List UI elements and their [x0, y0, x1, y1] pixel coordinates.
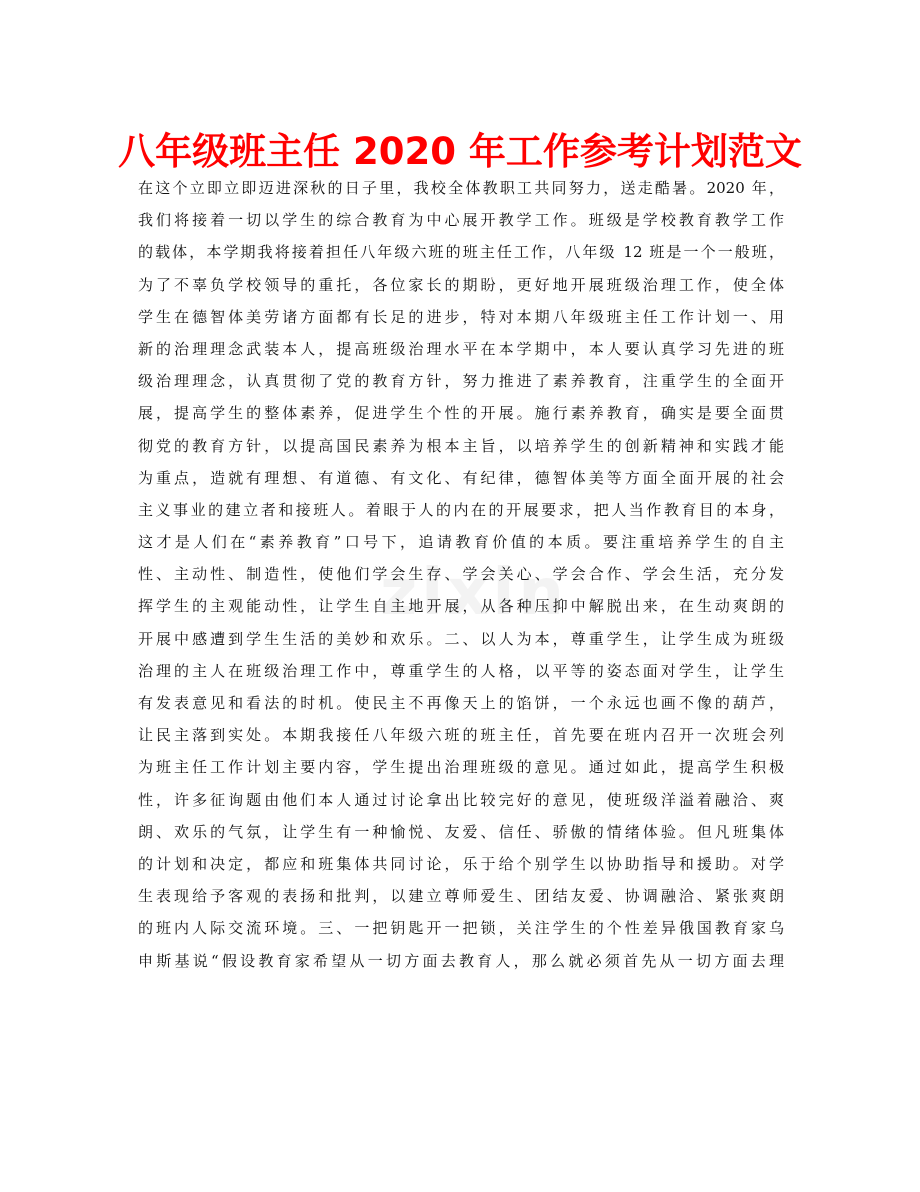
body-line: 在这个立即立即迈进深秋的日子里，我校全体教职工共同努力，送走酷暑。2020 年， [138, 179, 784, 197]
body-line: 有发表意见和看法的时机。使民主不再像天上的馅饼，一个永远也画不像的葫芦， [138, 694, 784, 712]
body-line: 性、主动性、制造性，使他们学会生存、学会关心、学会合作、学会生活，充分发 [138, 565, 784, 584]
body-line: 级治理理念，认真贯彻了党的教育方针，努力推进了素养教育，注重学生的全面开 [138, 372, 784, 391]
body-line: 让民主落到实处。本期我接任八年级六班的班主任，首先要在班内召开一次班会列 [138, 726, 784, 745]
watermark: zixin [380, 556, 568, 630]
body-line: 彻党的教育方针，以提高国民素养为根本主旨，以培养学生的创新精神和实践才能 [138, 436, 784, 455]
body-line: 性，许多征询题由他们本人通过讨论拿出比较完好的意见，使班级洋溢着融洽、爽 [138, 790, 784, 809]
body-line: 我们将接着一切以学生的综合教育为中心展开教学工作。班级是学校教育教学工作 [138, 211, 784, 230]
document-title: 八年级班主任 2020 年工作参考计划范文 [118, 130, 802, 173]
body-line: 为了不辜负学校领导的重托，各位家长的期盼，更好地开展班级治理工作，使全体 [138, 275, 784, 294]
document-body [138, 172, 784, 977]
body-line: 主义事业的建立者和接班人。着眼于人的内在的开展要求，把人当作教育目的本身， [138, 500, 784, 519]
body-line: 为班主任工作计划主要内容，学生提出治理班级的意见。通过如此，提高学生积极 [138, 758, 784, 777]
body-line: 这才是人们在“素养教育”口号下，追请教育价值的本质。要注重培养学生的自主 [138, 533, 784, 552]
body-line: 的载体，本学期我将接着担任八年级六班的班主任工作，八年级 12 班是一个一般班， [138, 243, 784, 262]
body-line: 为重点，造就有理想、有道德、有文化、有纪律，德智体美等方面全面开展的社会 [138, 468, 784, 487]
body-line: 治理的主人在班级治理工作中，尊重学生的人格，以平等的姿态面对学生，让学生 [138, 661, 784, 680]
body-line: 开展中感遭到学生生活的美妙和欢乐。二、以人为本，尊重学生，让学生成为班级 [138, 629, 784, 648]
body-line: 生表现给予客观的表扬和批判，以建立尊师爱生、团结友爱、协调融洽、紧张爽朗 [138, 887, 784, 906]
body-line: 的班内人际交流环境。三、一把钥匙开一把锁，关注学生的个性差异俄国教育家乌 [138, 919, 784, 938]
body-line: 展，提高学生的整体素养，促进学生个性的开展。施行素养教育，确实是要全面贯 [138, 404, 784, 423]
body-line: 申斯基说“假设教育家希望从一切方面去教育人，那么就必须首先从一切方面去理 [138, 951, 784, 970]
body-line: 新的治理理念武装本人，提高班级治理水平在本学期中，本人要认真学习先进的班 [138, 339, 784, 358]
body-line: 学生在德智体美劳诸方面都有长足的进步，特对本期八年级班主任工作计划一、用 [138, 307, 784, 326]
body-line: 朗、欢乐的气氛，让学生有一种愉悦、友爱、信任、骄傲的情绪体验。但凡班集体 [138, 822, 784, 841]
body-line: 挥学生的主观能动性，让学生自主地开展，从各种压抑中解脱出来，在生动爽朗的 [138, 597, 784, 616]
body-line: 的计划和决定，都应和班集体共同讨论，乐于给个别学生以协助指导和援助。对学 [138, 854, 784, 873]
